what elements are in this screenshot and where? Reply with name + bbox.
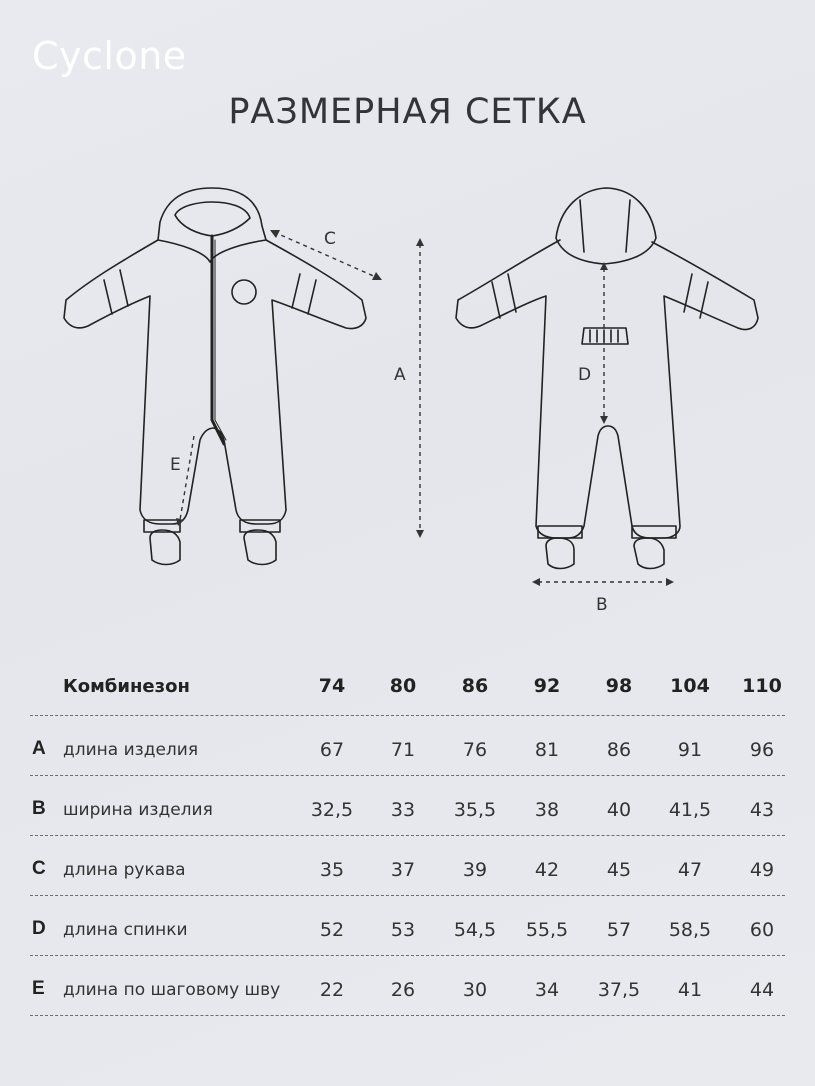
table-row — [30, 716, 785, 776]
table-cell: 41 — [677, 979, 703, 1001]
table-cell: 32,5 — [310, 799, 354, 821]
size-table — [30, 660, 785, 1016]
label-e: E — [170, 455, 181, 475]
row-letter: C — [32, 858, 46, 879]
table-cell: 38 — [534, 799, 560, 821]
size-header: 110 — [742, 675, 782, 697]
table-cell: 67 — [319, 739, 345, 761]
table-header-row — [30, 660, 785, 716]
row-name: ширина изделия — [63, 800, 213, 820]
table-cell: 43 — [749, 799, 775, 821]
table-cell: 22 — [319, 979, 345, 1001]
size-header: 104 — [670, 675, 710, 697]
table-cell: 33 — [390, 799, 416, 821]
table-cell: 34 — [534, 979, 560, 1001]
row-letter: E — [32, 978, 45, 999]
table-cell: 35 — [319, 859, 345, 881]
table-cell: 55,5 — [525, 919, 569, 941]
row-letter: D — [32, 918, 46, 939]
table-cell: 71 — [390, 739, 416, 761]
size-header: 98 — [605, 675, 633, 697]
front-view — [64, 188, 366, 565]
table-cell: 86 — [606, 739, 632, 761]
table-cell: 44 — [749, 979, 775, 1001]
label-d: D — [578, 365, 592, 385]
row-letter: B — [32, 798, 46, 819]
label-b: B — [596, 595, 608, 615]
arrow-e — [180, 436, 194, 520]
jumpsuit-illustration — [0, 170, 815, 630]
table-cell: 60 — [749, 919, 775, 941]
table-cell: 52 — [319, 919, 345, 941]
row-name: длина рукава — [63, 860, 186, 880]
row-name: длина по шаговому шву — [63, 980, 281, 1000]
brand-logo: Cyclone — [32, 34, 187, 78]
size-header: 74 — [318, 675, 346, 697]
table-cell: 41,5 — [668, 799, 712, 821]
table-cell: 37,5 — [597, 979, 641, 1001]
table-cell: 81 — [534, 739, 560, 761]
table-row — [30, 776, 785, 836]
table-cell: 53 — [390, 919, 416, 941]
label-a: A — [394, 365, 406, 385]
row-name: длина изделия — [63, 740, 199, 760]
table-cell: 45 — [606, 859, 632, 881]
table-cell: 30 — [462, 979, 488, 1001]
table-cell: 26 — [390, 979, 416, 1001]
table-row — [30, 956, 785, 1016]
header-product-label: Комбинезон — [63, 676, 190, 697]
back-view — [456, 188, 758, 569]
row-name: длина спинки — [63, 920, 188, 940]
size-header: 80 — [389, 675, 417, 697]
label-c: C — [324, 229, 336, 249]
size-header: 86 — [461, 675, 489, 697]
table-cell: 37 — [390, 859, 416, 881]
page-title: РАЗМЕРНАЯ СЕТКА — [228, 92, 587, 132]
table-cell: 49 — [749, 859, 775, 881]
table-cell: 42 — [534, 859, 560, 881]
table-row — [30, 896, 785, 956]
table-cell: 76 — [462, 739, 488, 761]
table-cell: 96 — [749, 739, 775, 761]
table-cell: 57 — [606, 919, 632, 941]
table-cell: 35,5 — [453, 799, 497, 821]
table-cell: 39 — [462, 859, 488, 881]
size-header: 92 — [533, 675, 561, 697]
table-cell: 91 — [677, 739, 703, 761]
row-letter: A — [32, 738, 46, 759]
table-cell: 54,5 — [453, 919, 497, 941]
table-cell: 58,5 — [668, 919, 712, 941]
table-cell: 47 — [677, 859, 703, 881]
table-cell: 40 — [606, 799, 632, 821]
table-row — [30, 836, 785, 896]
